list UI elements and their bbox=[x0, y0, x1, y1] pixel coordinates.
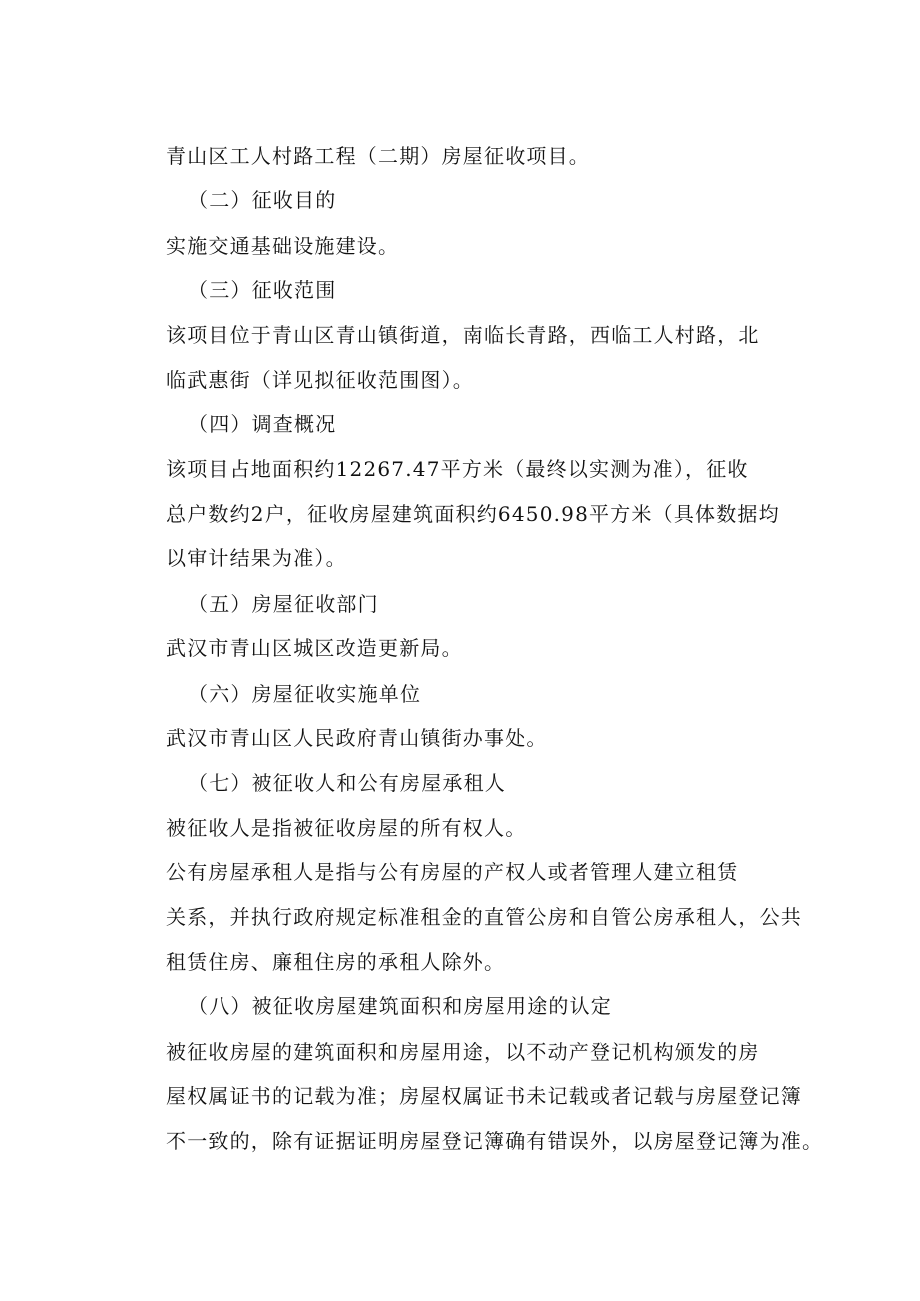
paragraph-scope-line-1: 该项目位于青山区青山镇街道，南临长青路，西临工人村路，北 bbox=[166, 323, 760, 347]
heading-persons: （七）被征收人和公有房屋承租人 bbox=[188, 771, 506, 795]
heading-area-use: （八）被征收房屋建筑面积和房屋用途的认定 bbox=[188, 994, 612, 1018]
paragraph-tenant-line-1: 公有房屋承租人是指与公有房屋的产权人或者管理人建立租赁 bbox=[166, 860, 739, 884]
heading-implementing-unit: （六）房屋征收实施单位 bbox=[188, 682, 422, 706]
paragraph-area-use-line-3: 不一致的，除有证据证明房屋登记簿确有错误外，以房屋登记簿为准。 bbox=[166, 1129, 824, 1153]
paragraph-purpose: 实施交通基础设施建设。 bbox=[166, 234, 400, 258]
paragraph-area-use-line-1: 被征收房屋的建筑面积和房屋用途，以不动产登记机构颁发的房 bbox=[166, 1040, 760, 1064]
paragraph-tenant-line-3: 租赁住房、廉租住房的承租人除外。 bbox=[166, 950, 506, 974]
paragraph-area-use-line-2: 屋权属证书的记载为准；房屋权属证书未记载或者记载与房屋登记簿 bbox=[166, 1084, 802, 1108]
paragraph-implementing-unit: 武汉市青山区人民政府青山镇街办事处。 bbox=[166, 726, 548, 750]
paragraph-survey-line-1: 该项目占地面积约12267.47平方米（最终以实测为准），征收 bbox=[166, 457, 749, 481]
paragraph-project-name: 青山区工人村路工程（二期）房屋征收项目。 bbox=[166, 144, 590, 168]
heading-purpose: （二）征收目的 bbox=[188, 188, 337, 212]
paragraph-survey-line-2: 总户数约2户，征收房屋建筑面积约6450.98平方米（具体数据均 bbox=[166, 502, 780, 526]
paragraph-survey-line-3: 以审计结果为准）。 bbox=[166, 546, 347, 570]
paragraph-scope-line-2: 临武惠街（详见拟征收范围图）。 bbox=[166, 368, 474, 392]
paragraph-persons: 被征收人是指被征收房屋的所有权人。 bbox=[166, 816, 527, 840]
heading-scope: （三）征收范围 bbox=[188, 278, 337, 302]
heading-survey: （四）调查概况 bbox=[188, 412, 337, 436]
paragraph-tenant-line-2: 关系，并执行政府规定标准租金的直管公房和自管公房承租人，公共 bbox=[166, 905, 802, 929]
paragraph-department: 武汉市青山区城区改造更新局。 bbox=[166, 636, 463, 660]
heading-department: （五）房屋征收部门 bbox=[188, 592, 379, 616]
